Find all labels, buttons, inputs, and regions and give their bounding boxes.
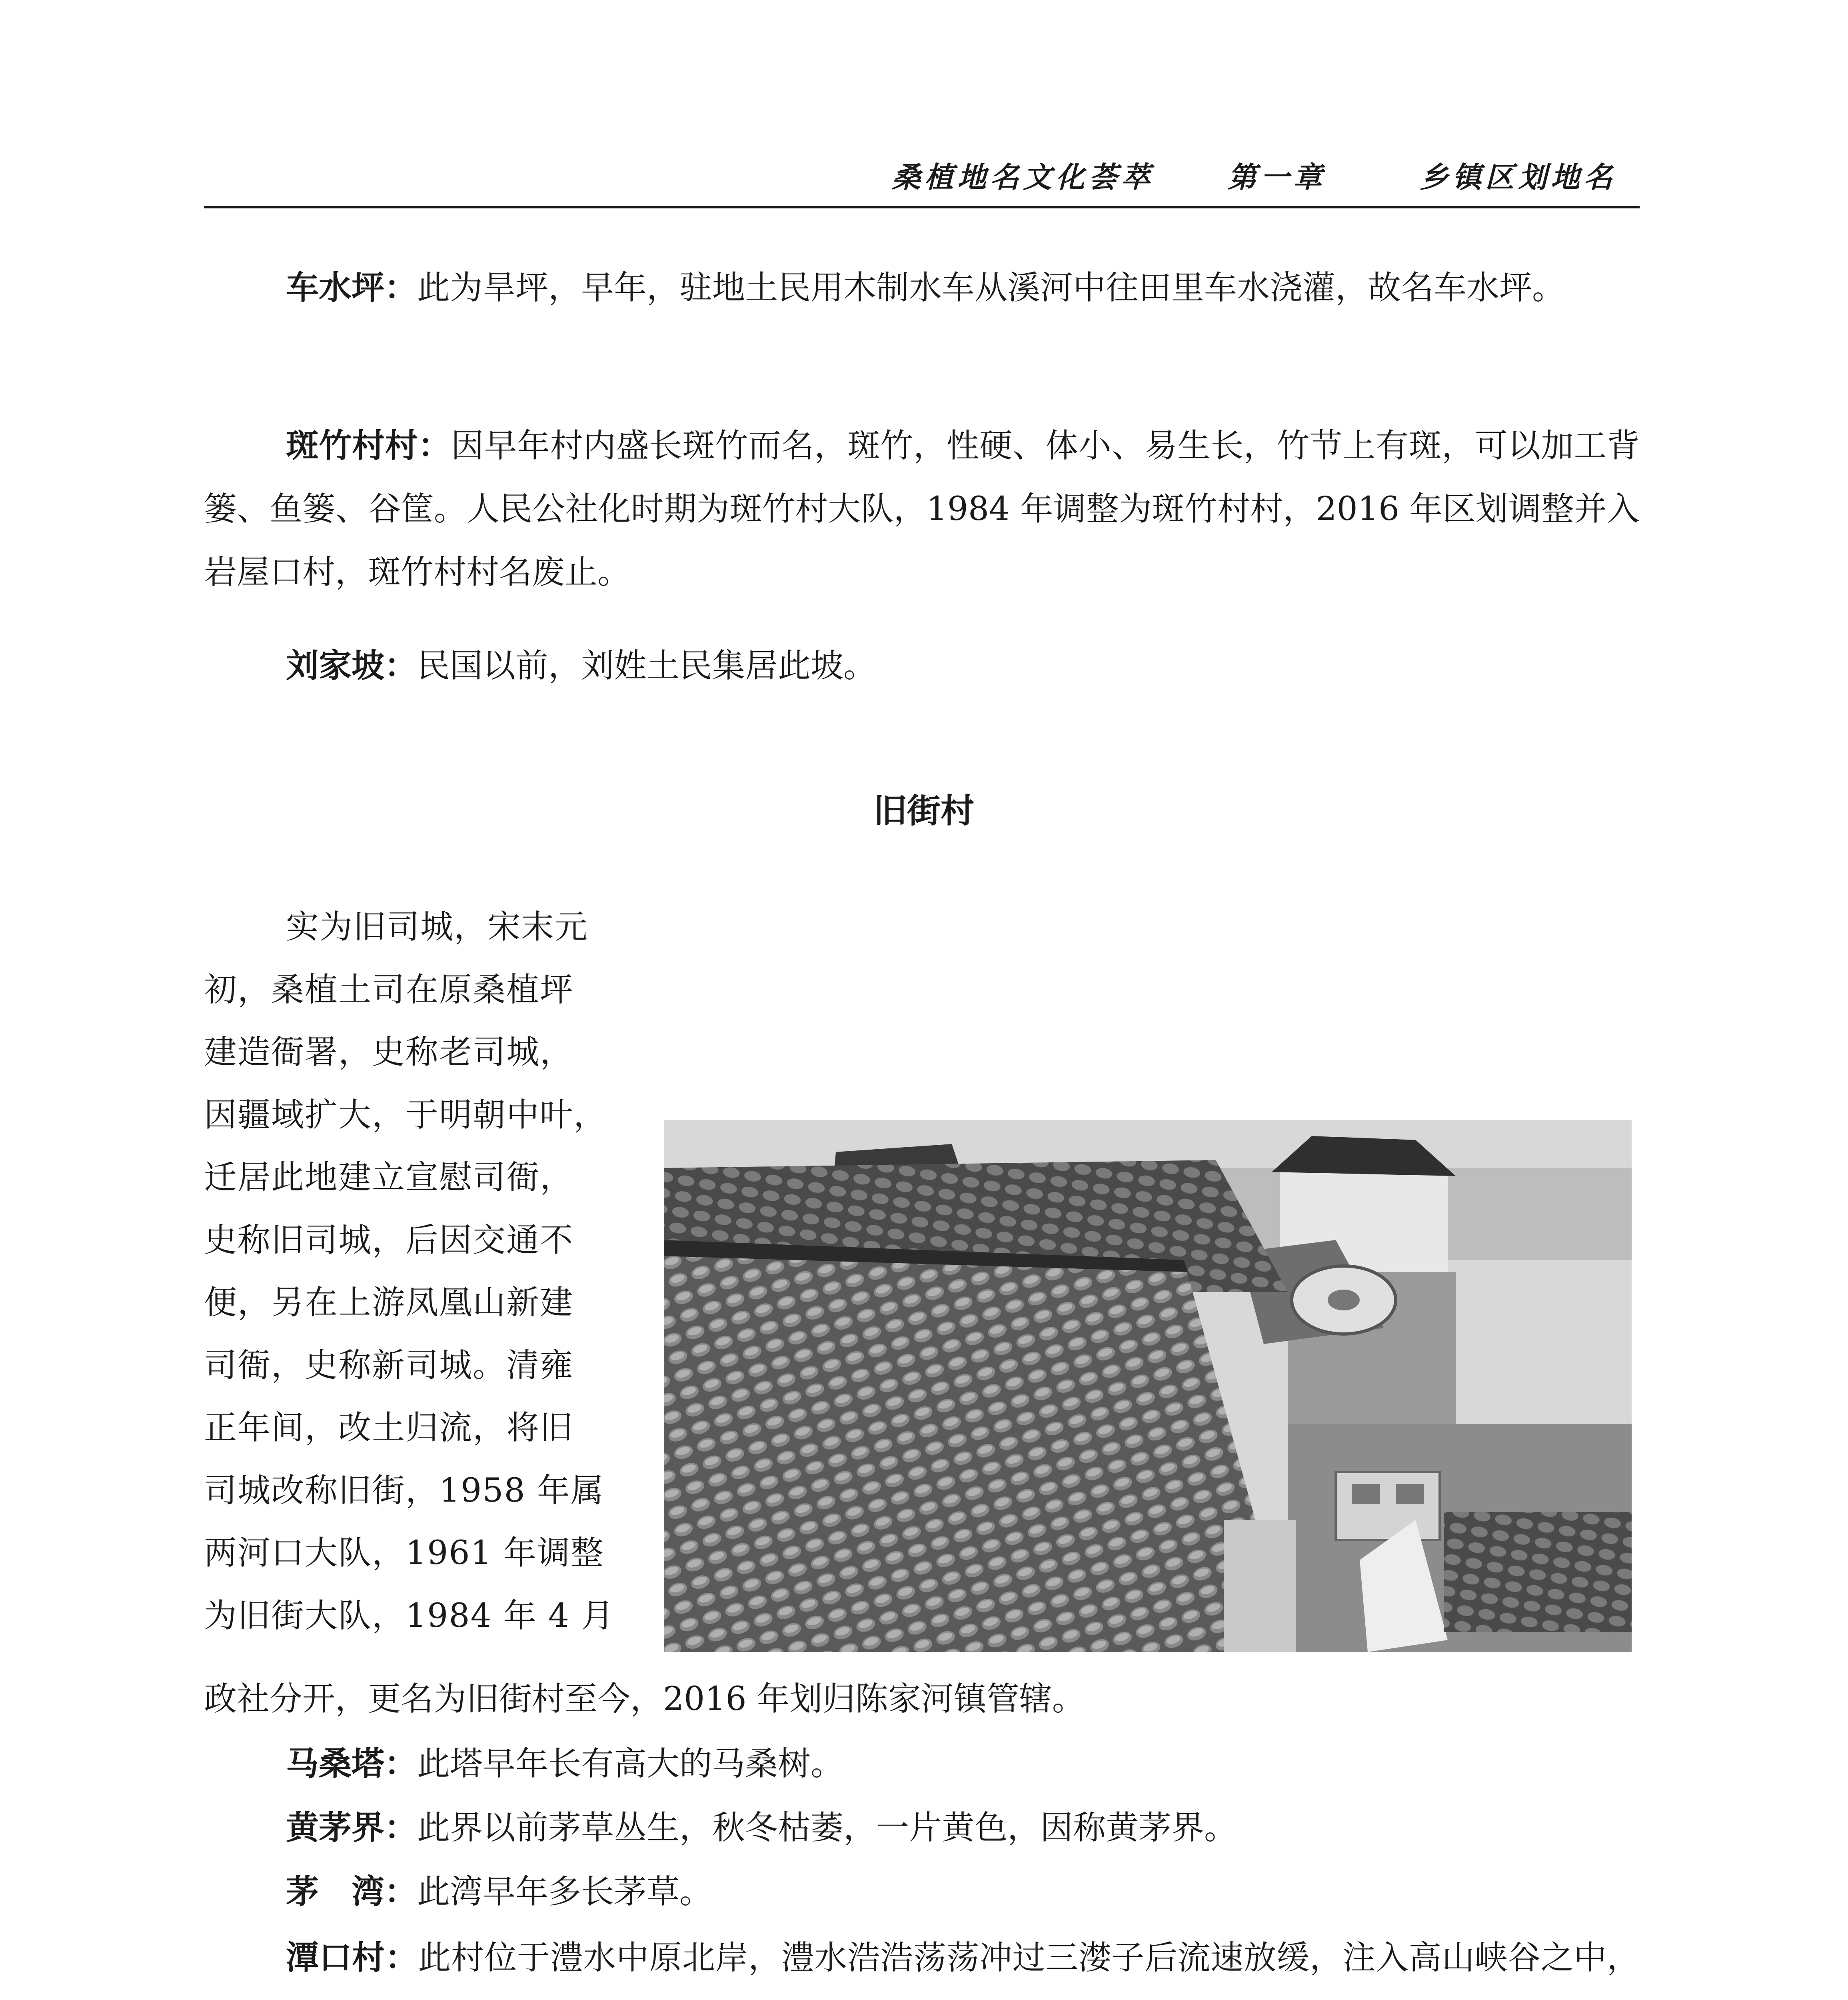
entry-masangta bbox=[204, 1732, 1640, 1796]
description-line: 便，另在上游凤凰山新建 bbox=[204, 1284, 574, 1322]
entry-term: 斑竹村村： bbox=[286, 426, 451, 465]
description-line: 实为旧司城，宋末元 bbox=[286, 908, 589, 946]
entry-text: 此塔早年长有高大的马桑树。 bbox=[417, 1745, 844, 1783]
village-description bbox=[204, 896, 628, 1647]
entry-text: 此为旱坪，早年，驻地土民用木制水车从溪河中往田里车水浇灌，故名车水坪。 bbox=[417, 269, 1565, 307]
entry-tankoucun bbox=[204, 1926, 1640, 2000]
entry-term: 黄茅界： bbox=[286, 1808, 418, 1847]
entry-term: 刘家坡： bbox=[286, 646, 418, 685]
entry-text: 因早年村内盛长斑竹而名，斑竹，性硬、体小、易生长，竹节上有斑，可以加工背篓、鱼篓、谷筐。人民公社化时期为斑竹村大队，1984 年调整为斑竹村村，2016 年区划调整并入岩屋口村，斑竹村村名废止。 bbox=[204, 427, 1640, 591]
description-line: 两河口大队，1961 年调整 bbox=[204, 1534, 604, 1572]
header-book-title: 桑植地名文化荟萃 bbox=[892, 160, 1155, 194]
entry-maowan bbox=[204, 1860, 1640, 1924]
description-continuation: 政社分开，更名为旧街村至今，2016 年划归陈家河镇管辖。 bbox=[204, 1680, 1085, 1718]
entry-text: 此界以前茅草丛生，秋冬枯萎，一片黄色，因称黄茅界。 bbox=[417, 1809, 1237, 1847]
entry-text: 民国以前，刘姓土民集居此坡。 bbox=[417, 647, 877, 685]
entry-cheshuiping bbox=[204, 256, 1640, 320]
description-line: 因疆域扩大，于明朝中叶， bbox=[204, 1096, 607, 1134]
description-line: 为旧街大队，1984 年 4 月 bbox=[204, 1596, 615, 1635]
description-line: 建造衙署，史称老司城， bbox=[204, 1033, 574, 1071]
description-line: 正年间，改土归流，将旧 bbox=[204, 1409, 574, 1447]
description-line: 司城改称旧街，1958 年属 bbox=[204, 1471, 604, 1510]
header-section: 乡镇区划地名 bbox=[1420, 160, 1617, 194]
header-chapter: 第一章 bbox=[1228, 160, 1327, 194]
entry-term: 车水坪： bbox=[286, 268, 418, 307]
entry-text: 此湾早年多长茅草。 bbox=[417, 1873, 713, 1911]
village-rooftops-photo bbox=[664, 1120, 1632, 1652]
description-line: 司衙，史称新司城。清雍 bbox=[204, 1346, 574, 1384]
section-title: 旧街村 bbox=[873, 791, 974, 830]
entry-term: 茅 湾： bbox=[286, 1872, 418, 1911]
description-line: 初，桑植土司在原桑植坪 bbox=[204, 970, 574, 1009]
entry-term: 马桑塔： bbox=[286, 1744, 418, 1783]
description-line: 史称旧司城，后因交通不 bbox=[204, 1221, 574, 1259]
description-line: 迁居此地建立宣慰司衙， bbox=[204, 1158, 574, 1196]
entry-huangmaojie bbox=[204, 1796, 1640, 1860]
entry-term: 潭口村： bbox=[286, 1938, 418, 1977]
entry-banzhucun bbox=[204, 414, 1640, 604]
entry-liujiapo bbox=[204, 634, 1640, 698]
entry-text: 此村位于澧水中原北岸，澧水浩浩荡荡冲过三漤子后流速放缓，注入高山峡谷之中， bbox=[418, 1939, 1640, 1977]
running-header bbox=[204, 154, 1640, 208]
